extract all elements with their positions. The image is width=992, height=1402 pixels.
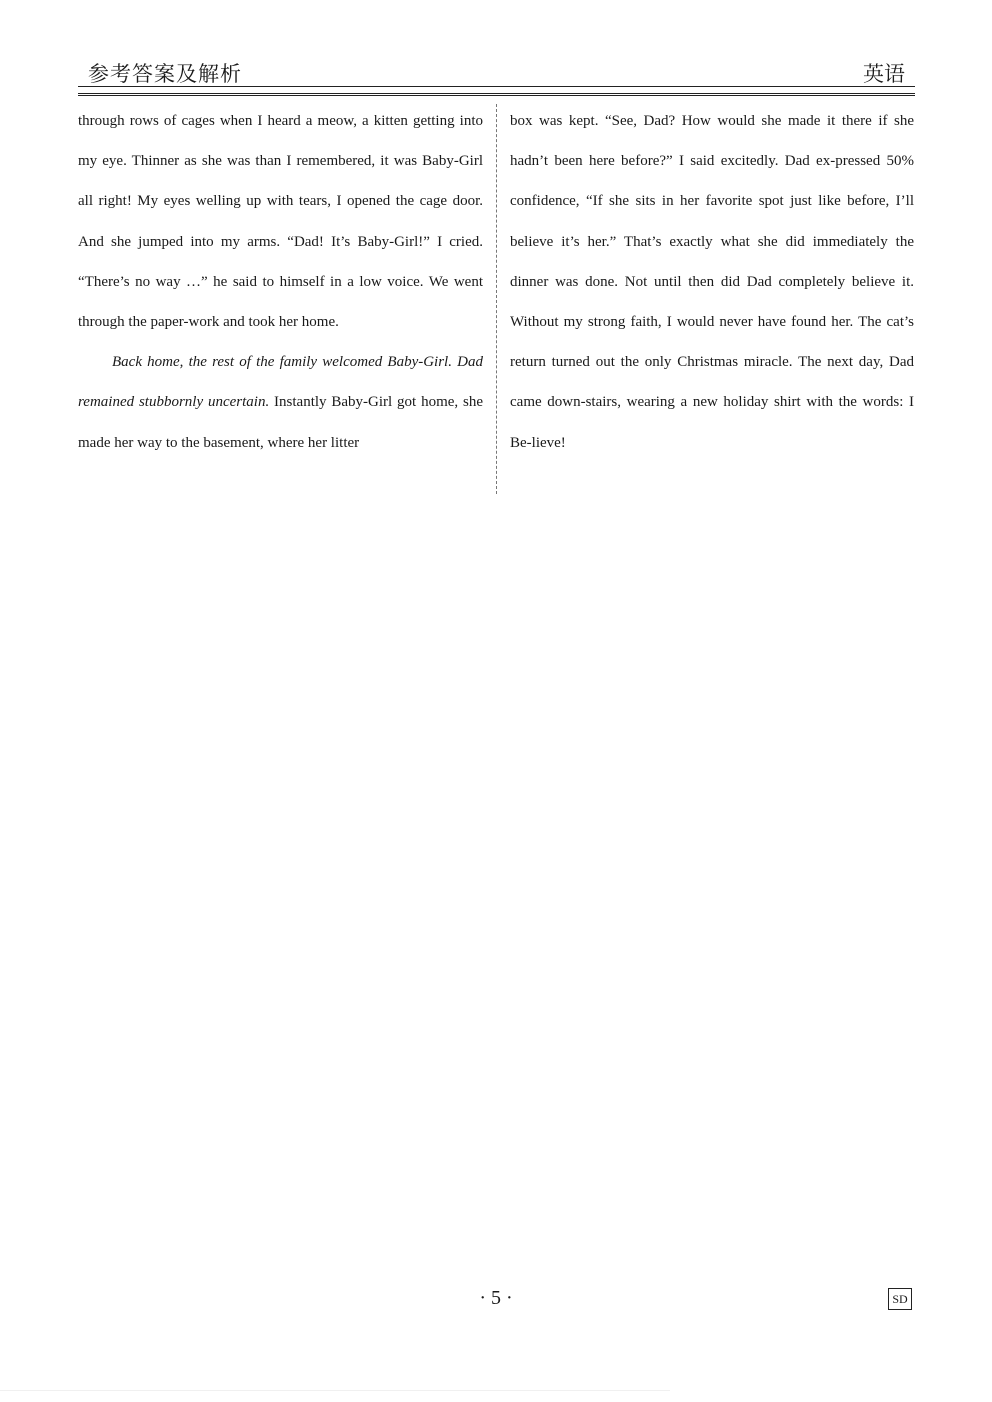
left-paragraph-1: through rows of cages when I heard a meow, a kitten getting into my eye. Thinner as she was than I remembered, it was Baby-Girl all right! My eyes welling up with tears, I opened the cage door. And she jumped into my arms. “Dad! It’s Baby-Girl!” I cried. “There’s no way …” he said to himself in a low voice. We went through the paper-work and took her home. [78,113,483,331]
header-rule [78,86,915,96]
left-paragraph-2 [78,342,483,463]
sd-badge-label: SD [892,1292,908,1306]
italic-sentence: Back home, the rest of the family welcomed Baby-Girl. Dad remained stubbornly uncertain. [78,354,483,411]
header-title: 参考答案及解析 [88,62,242,86]
right-paragraph-1: box was kept. “See, Dad? How would she made it there if she hadn’t been here before?” I said excitedly. Dad ex-pressed 50% confidence, “If she sits in her favorite spot just like before, I’ll believe it’s her.” That’s exactly what she did immediately the dinner was done. Not until then did Dad completely believe it. Without my strong faith, I would never have found her. The cat’s return turned out the only Christmas miracle. The next day, Dad came down-stairs, wearing a new holiday shirt with the words: I Be-lieve! [510,113,914,451]
scan-artifact [0,1390,670,1391]
right-column [510,101,914,463]
sd-badge [888,1288,912,1310]
left-column [78,101,483,463]
header-subject: 英语 [863,62,905,86]
left-paragraph-2-rest: Instantly Baby-Girl got home, she made her way to the basement, where her litter [78,394,483,451]
page-number: · 5 · [479,1287,513,1309]
column-divider [496,104,497,494]
